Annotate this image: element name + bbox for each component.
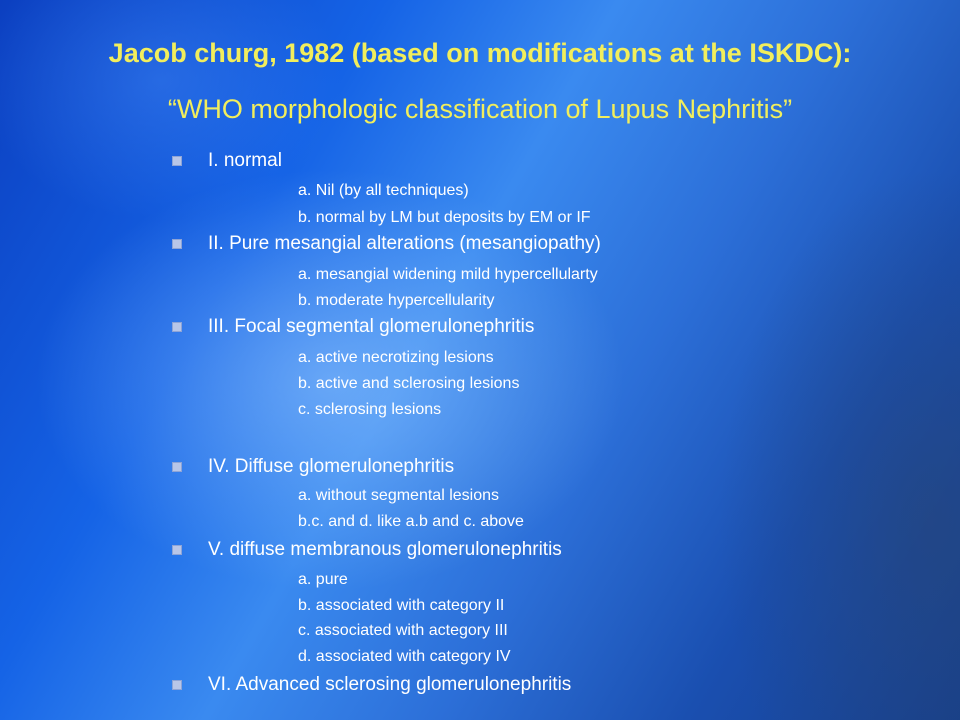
class-v-sub-b: b. associated with category II — [298, 597, 505, 614]
slide-title-line-2: “WHO morphologic classification of Lupus Nephritis” — [167, 94, 793, 124]
bullet-icon — [172, 322, 182, 332]
class-iii-sub-c: c. sclerosing lesions — [298, 401, 442, 418]
class-iii-label: III. Focal segmental glomerulonephritis — [208, 316, 535, 337]
bullet-icon — [172, 156, 182, 166]
class-i-sub-a: a. Nil (by all techniques) — [298, 182, 469, 199]
class-v-sub-a: a. pure — [298, 571, 348, 588]
class-iii-sub-a: a. active necrotizing lesions — [298, 349, 494, 366]
bullet-icon — [172, 239, 182, 249]
class-ii-sub-b: b. moderate hypercellularity — [298, 292, 495, 309]
class-v-sub-c: c. associated with actegory III — [298, 622, 508, 639]
slide-title-line-1: Jacob churg, 1982 (based on modifications at the ISKDC): — [108, 38, 852, 68]
bullet-icon — [172, 462, 182, 472]
class-ii-sub-a: a. mesangial widening mild hypercellularty — [298, 266, 598, 283]
class-iv-label: IV. Diffuse glomerulonephritis — [208, 456, 455, 477]
class-vi-label: VI. Advanced sclerosing glomerulonephritis — [208, 674, 572, 695]
class-iv-sub-a: a. without segmental lesions — [298, 487, 499, 504]
class-v-sub-d: d. associated with category IV — [298, 648, 511, 665]
class-iv-sub-bcd: b.c. and d. like a.b and c. above — [298, 513, 524, 530]
class-v-label: V. diffuse membranous glomerulonephritis — [208, 539, 562, 560]
bullet-icon — [172, 545, 182, 555]
class-iii-sub-b: b. active and sclerosing lesions — [298, 375, 520, 392]
class-i-label: I. normal — [208, 150, 282, 171]
class-ii-label: II. Pure mesangial alterations (mesangiopathy) — [208, 233, 601, 254]
class-i-sub-b: b. normal by LM but deposits by EM or IF — [298, 209, 591, 226]
bullet-icon — [172, 680, 182, 690]
